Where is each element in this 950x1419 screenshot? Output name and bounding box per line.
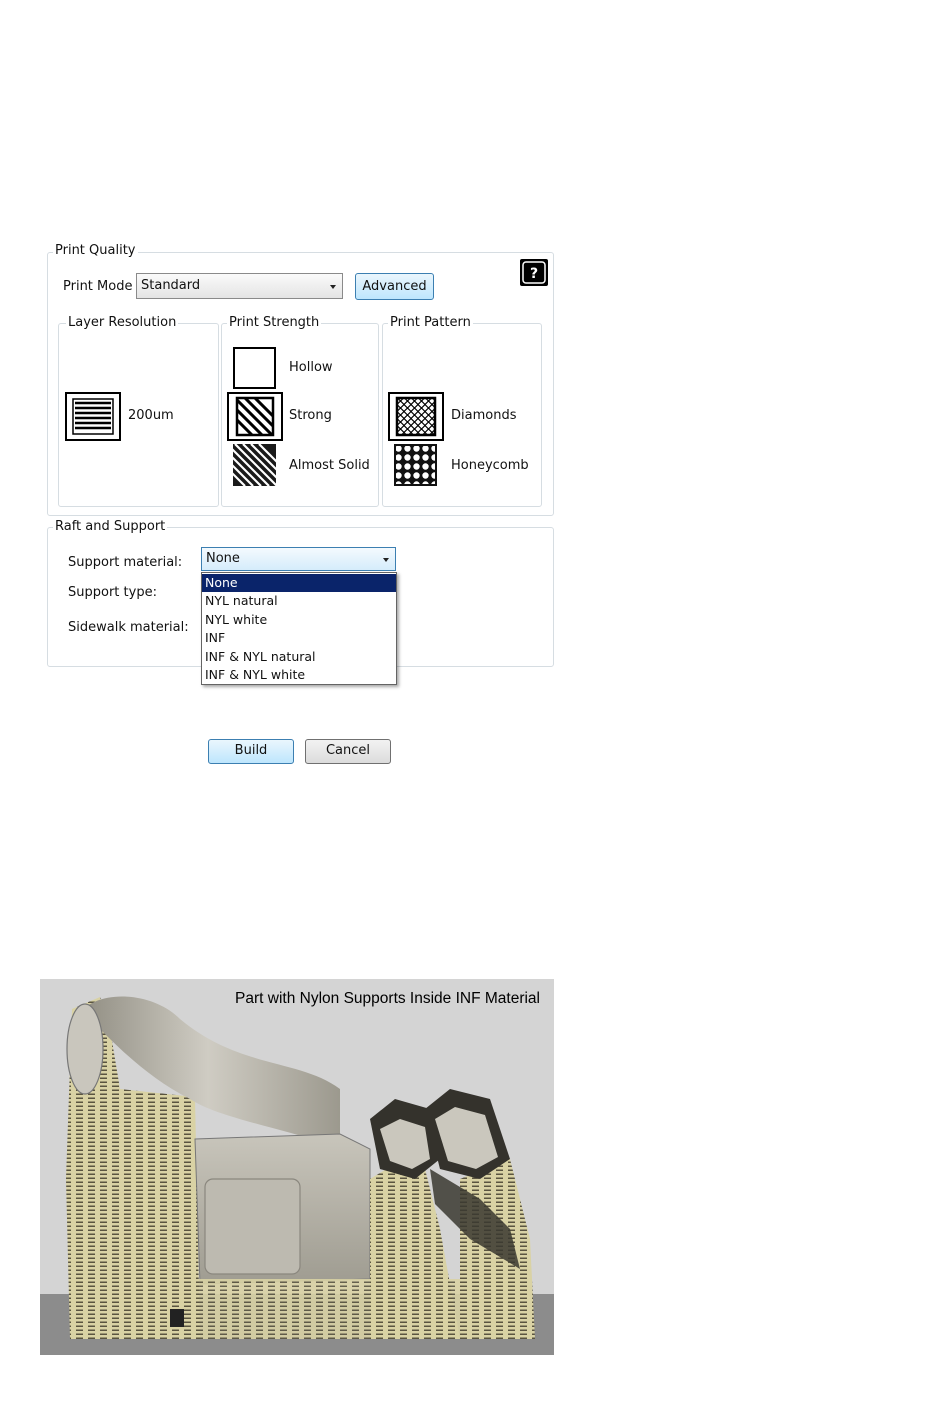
- print-quality-legend: Print Quality: [55, 243, 136, 258]
- print-pattern-legend: Print Pattern: [390, 315, 471, 330]
- layer-resolution-option-label: 200um: [128, 408, 174, 423]
- layer-resolution-legend: Layer Resolution: [68, 315, 177, 330]
- pattern-option-diamonds: Diamonds: [451, 408, 517, 423]
- layer-lines-icon[interactable]: [65, 392, 121, 441]
- chevron-down-icon: [330, 285, 336, 289]
- printed-part-illustration: [40, 979, 554, 1355]
- hollow-icon[interactable]: [233, 347, 276, 389]
- dropdown-option-nyl-white[interactable]: NYL white: [205, 611, 268, 627]
- dropdown-option-nyl-natural[interactable]: NYL natural: [205, 593, 278, 609]
- chevron-down-icon: [383, 558, 389, 562]
- print-mode-select[interactable]: [136, 273, 343, 299]
- support-type-label: Support type:: [68, 585, 157, 600]
- dropdown-option-none[interactable]: None: [202, 574, 396, 592]
- photo-caption: Part with Nylon Supports Inside INF Material: [235, 990, 540, 1007]
- dropdown-option-inf[interactable]: INF: [205, 630, 226, 646]
- print-strength-legend: Print Strength: [229, 315, 320, 330]
- strong-icon[interactable]: [227, 392, 283, 441]
- strength-option-almost-solid: Almost Solid: [289, 458, 370, 473]
- strength-option-strong: Strong: [289, 408, 332, 423]
- raft-support-legend: Raft and Support: [55, 519, 166, 534]
- support-material-label: Support material:: [68, 555, 183, 570]
- dropdown-option-inf-nyl-white[interactable]: INF & NYL white: [205, 666, 306, 682]
- advanced-button[interactable]: Advanced: [355, 273, 434, 300]
- build-button[interactable]: Build: [208, 739, 294, 764]
- dropdown-option-inf-nyl-natural[interactable]: INF & NYL natural: [205, 648, 316, 664]
- strength-option-hollow: Hollow: [289, 360, 333, 375]
- support-material-select[interactable]: [201, 547, 396, 571]
- diamonds-icon[interactable]: [388, 392, 444, 441]
- svg-text:?: ?: [529, 266, 539, 282]
- print-mode-value: Standard: [141, 278, 201, 293]
- honeycomb-icon[interactable]: [394, 444, 437, 486]
- almost-solid-icon[interactable]: [233, 444, 276, 486]
- pattern-option-honeycomb: Honeycomb: [451, 458, 529, 473]
- printed-part-photo: [40, 979, 554, 1355]
- sidewalk-material-label: Sidewalk material:: [68, 620, 189, 635]
- support-material-value: None: [206, 551, 240, 566]
- print-mode-label: Print Mode: [63, 279, 133, 294]
- cancel-button[interactable]: Cancel: [305, 739, 391, 764]
- question-icon[interactable]: [520, 259, 548, 286]
- support-material-dropdown-list: [201, 572, 397, 685]
